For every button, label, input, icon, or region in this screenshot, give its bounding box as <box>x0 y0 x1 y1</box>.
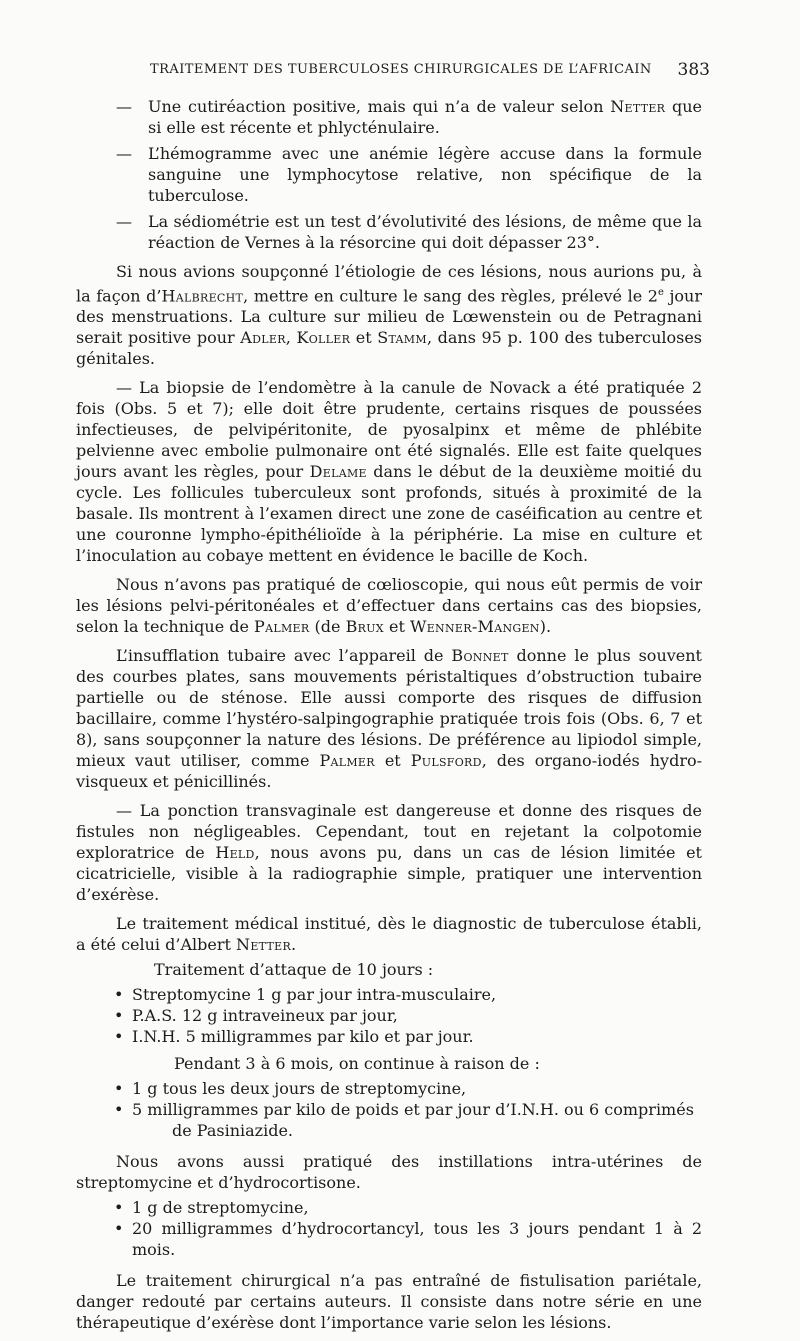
author-name: Pulsford <box>410 751 482 771</box>
maintenance-heading: Pendant 3 à 6 mois, on continue à raison de : <box>174 1054 540 1074</box>
bullet-icon: • <box>114 1198 124 1218</box>
dash-marker: — <box>116 212 132 231</box>
dash-marker: — <box>116 144 132 163</box>
dash-list-item: — L’hémogramme avec une anémie légère accuse dans la formule sanguine une lymphocytose relative, non spécifique de la tuberculose. <box>116 144 702 205</box>
dash-list-item: — Une cutiréaction positive, mais qui n’a de valeur selon Netter que si elle est récente et phlycténulaire. <box>116 97 703 137</box>
running-header <box>150 60 710 86</box>
author-name: Adler <box>240 328 286 348</box>
list-item: • 5 milligrammes par kilo de poids et par jour d’I.N.H. ou 6 comprimés de Pasiniazide. <box>76 1099 702 1141</box>
author-name: Palmer <box>254 617 310 637</box>
paragraph-insufflation: L’insufflation tubaire avec l’appareil de Bonnet donne le plus souvent des courbes plates, sans mouvements péristaltiques d’obstruction tubaire partielle ou de sténose. Elle aussi comporte des risques de diffusion bacillaire, comme l’hystéro-salpingographie pratiquée trois fois (Obs. 6, 7 et 8), sans soupçonner la nature des lésions. De préférence au lipiodol simple, mieux vaut utiliser, comme Palmer et Pulsford, des organo-iodés hydro-visqueux et pénicillinés. <box>76 646 703 792</box>
paragraph-traitement: Le traitement médical institué, dès le diagnostic de tuberculose établi, a été celui d’Albert Netter. <box>76 914 702 955</box>
dash-list-item: — La sédiométrie est un test d’évolutivité des lésions, de même que la réaction de Vernes à la résorcine qui doit dépasser 23°. <box>116 212 702 252</box>
author-name: Netter <box>610 97 666 116</box>
list-item: • 20 milligrammes d’hydrocortancyl, tous les 3 jours pendant 1 à 2 mois. <box>114 1219 702 1260</box>
paragraph-ponction: — La ponction transvaginale est dangereuse et donne des risques de fistules non négligeables. Cependant, tout en rejetant la colpotomie exploratrice de Held, nous avons pu, dans un cas de lésion limitée et cicatricielle, visible à la radiographie simple, pratiquer une intervention d’exérèse. <box>76 801 702 905</box>
dash-marker: — <box>116 97 132 116</box>
instillation-list <box>76 1197 702 1260</box>
author-name: Netter <box>236 935 292 955</box>
page-number: 383 <box>677 60 710 80</box>
author-name: Palmer <box>319 751 375 771</box>
running-head-title: TRAITEMENT DES TUBERCULOSES CHIRURGICALES DE L’AFRICAIN <box>150 62 652 77</box>
paragraph-coelioscopie: Nous n’avons pas pratiqué de cœlioscopie, qui nous eût permis de voir les lésions pelvi-péritonéales et d’effectuer dans certains cas des biopsies, selon la technique de Palmer (de Brux et Wenner-Mangen). <box>76 575 702 637</box>
bullet-icon: • <box>114 1027 124 1047</box>
body-text <box>76 96 702 1341</box>
attack-heading: Traitement d’attaque de 10 jours : <box>154 960 434 980</box>
author-name: Halbrecht <box>161 286 244 306</box>
author-name: Bonnet <box>451 646 509 666</box>
author-name: Delame <box>309 462 367 482</box>
list-item: • P.A.S. 12 g intraveineux par jour, <box>114 1006 398 1026</box>
list-item: • 1 g de streptomycine, <box>114 1198 309 1218</box>
bullet-icon: • <box>114 1079 124 1099</box>
attack-list <box>76 984 702 1047</box>
maintenance-list <box>76 1078 702 1141</box>
author-name: Wenner-Mangen <box>409 617 540 637</box>
bullet-icon: • <box>114 1100 124 1120</box>
paragraph-chirurgical: Le traitement chirurgical n’a pas entraîné de fistulisation pariétale, danger redouté par certains auteurs. Il consiste dans notre série en une thérapeutique d’exérèse dont l’importance varie selon les lésions. <box>76 1271 702 1333</box>
bullet-icon: • <box>114 1006 124 1026</box>
bullet-icon: • <box>114 985 124 1005</box>
author-name: Held <box>215 843 255 863</box>
paragraph-biopsie: — La biopsie de l’endomètre à la canule de Novack a été pratiquée 2 fois (Obs. 5 et 7); elle doit être prudente, certains risques de poussées infectieuses, de pelvipéritonite, de pyosalpinx et même de phlébite pelvienne avec embolie pulmonaire ont été signalés. Elle est faite quelques jours avant les règles, pour Delame dans le début de la deuxième moitié du cycle. Les follicules tuberculeux sont profonds, situés à proximité de la basale. Ils montrent à l’examen direct une zone de caséification au centre et une couronne lympho-épithélioïde à la périphérie. La mise en culture et l’inoculation au cobaye mettent en évidence le bacille de Koch. <box>76 378 703 566</box>
author-name: Brux <box>345 617 384 637</box>
paragraph-halbrecht: Si nous avions soupçonné l’étiologie de ces lésions, nous aurions pu, à la façon d’Halbrecht, mettre en culture le sang des règles, prélevé le 2e jour des menstruations. La culture sur milieu de Lœwenstein ou de Petragnani serait positive pour Adler, Koller et Stamm, dans 95 p. 100 des tuberculoses génitales. <box>76 262 703 369</box>
list-item: • 1 g tous les deux jours de streptomycine, <box>114 1079 467 1099</box>
author-name: Stamm <box>377 328 427 348</box>
list-item-continuation: de Pasiniazide. <box>172 1121 294 1141</box>
list-item: • Streptomycine 1 g par jour intra-musculaire, <box>114 985 497 1005</box>
bullet-icon: • <box>114 1219 124 1239</box>
author-name: Koller <box>296 328 351 348</box>
paragraph-instillations: Nous avons aussi pratiqué des instillations intra-utérines de streptomycine et d’hydrocortisone. <box>76 1152 702 1193</box>
list-item: • I.N.H. 5 milligrammes par kilo et par jour. <box>114 1027 474 1047</box>
